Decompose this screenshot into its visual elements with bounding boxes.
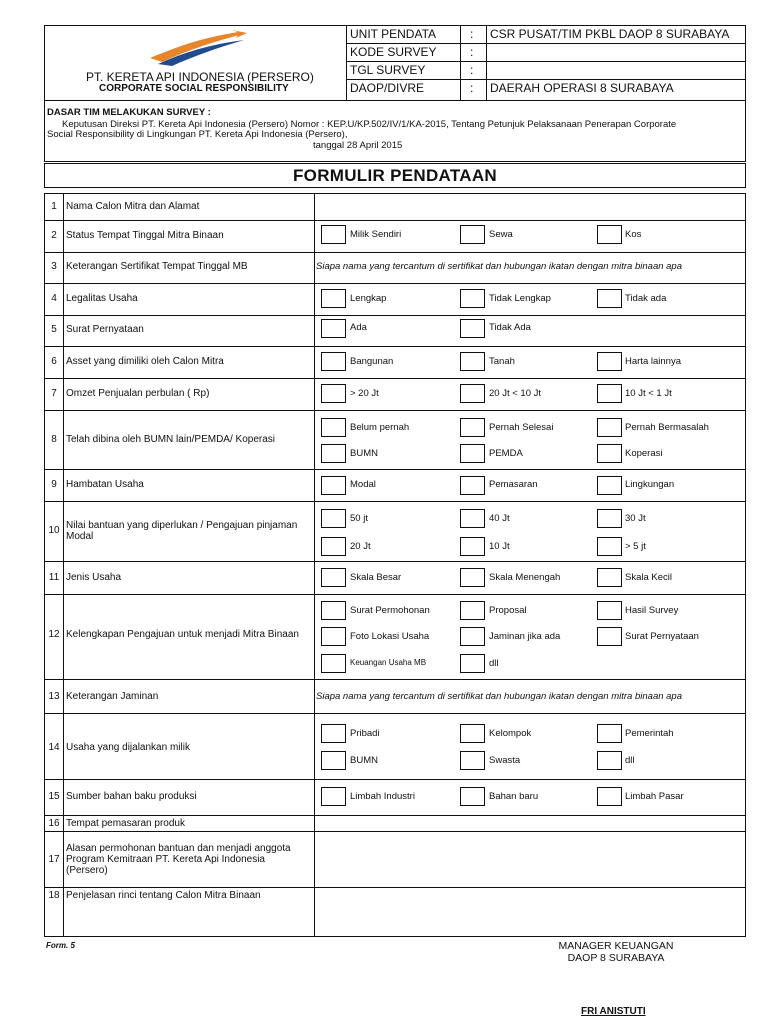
checkbox-40jt[interactable] <box>460 509 485 528</box>
row-number: 4 <box>51 293 57 304</box>
row-line <box>44 220 746 221</box>
header-field-sep: : <box>470 81 474 95</box>
option-label: Ada <box>350 322 367 333</box>
row-label: Usaha yang dijalankan milik <box>66 742 190 753</box>
option-label: 50 jt <box>350 513 368 524</box>
checkbox-bangunan[interactable] <box>321 352 346 371</box>
row-label: Kelengkapan Pengajuan untuk menjadi Mitra Binaan <box>66 629 299 640</box>
checkbox-50jt[interactable] <box>321 509 346 528</box>
row-label: Program Kemitraan PT. Kereta Api Indonesia <box>66 854 265 865</box>
option-label: Modal <box>350 479 376 490</box>
checkbox-tidak-ada-surat[interactable] <box>460 319 485 338</box>
checkbox-swasta[interactable] <box>460 751 485 770</box>
checkbox-limbah-pasar[interactable] <box>597 787 622 806</box>
option-label: Swasta <box>489 755 521 766</box>
header-field-value[interactable]: DAERAH OPERASI 8 SURABAYA <box>490 81 674 95</box>
form-title: FORMULIR PENDATAAN <box>292 166 498 185</box>
kai-logo <box>148 28 248 68</box>
option-label: Skala Menengah <box>489 572 561 583</box>
row-line <box>44 315 746 316</box>
basis-title: DASAR TIM MELAKUKAN SURVEY : <box>47 107 211 118</box>
row-line <box>44 679 746 680</box>
row-line <box>44 831 746 832</box>
option-label: 10 Jt < 1 Jt <box>625 388 672 399</box>
row-number: 10 <box>48 525 60 536</box>
option-label: Lingkungan <box>625 479 675 490</box>
row-number: 15 <box>48 791 60 802</box>
checkbox-harta-lainnya[interactable] <box>597 352 622 371</box>
row-label: Hambatan Usaha <box>66 479 144 490</box>
company-name: PT. KERETA API INDONESIA (PERSERO) <box>86 70 314 84</box>
row-line <box>44 713 746 714</box>
row-line <box>44 779 746 780</box>
checkbox-surat-pernyataan[interactable] <box>597 627 622 646</box>
checkbox-pernah-selesai[interactable] <box>460 418 485 437</box>
row-number: 16 <box>48 818 60 829</box>
checkbox-jaminan[interactable] <box>460 627 485 646</box>
option-label: Proposal <box>489 605 527 616</box>
col-line-no <box>63 193 64 937</box>
row-number: 3 <box>51 261 57 272</box>
option-label: Milik Sendiri <box>350 229 402 240</box>
row-line <box>44 410 746 411</box>
row-line <box>44 561 746 562</box>
checkbox-10jt[interactable] <box>460 537 485 556</box>
row-label: Telah dibina oleh BUMN lain/PEMDA/ Koperasi <box>66 434 275 445</box>
header-sep-col-left <box>460 25 461 101</box>
row-line <box>44 469 746 470</box>
checkbox-bumn-owner[interactable] <box>321 751 346 770</box>
header-field-label: UNIT PENDATA <box>350 27 437 41</box>
row-label: Asset yang dimiliki oleh Calon Mitra <box>66 356 224 367</box>
header-field-value[interactable]: CSR PUSAT/TIM PKBL DAOP 8 SURABAYA <box>490 27 730 41</box>
row-label: Sumber bahan baku produksi <box>66 791 197 802</box>
row-label: Jenis Usaha <box>66 572 122 583</box>
checkbox-lingkungan[interactable] <box>597 476 622 495</box>
option-label: Lengkap <box>350 293 387 304</box>
row-label: Omzet Penjualan perbulan ( Rp) <box>66 388 210 399</box>
option-label: dll <box>489 658 499 669</box>
checkbox-kelompok[interactable] <box>460 724 485 743</box>
checkbox-milik-sendiri[interactable] <box>321 225 346 244</box>
checkbox-pemda[interactable] <box>460 444 485 463</box>
row-number: 11 <box>48 572 60 583</box>
header-divider <box>346 25 347 101</box>
header-field-sep: : <box>470 45 474 59</box>
option-label: Koperasi <box>625 448 663 459</box>
checkbox-sewa[interactable] <box>460 225 485 244</box>
option-label: Bangunan <box>350 356 394 367</box>
row-label: Keterangan Jaminan <box>66 691 159 702</box>
basis-date: tanggal 28 April 2015 <box>313 140 403 151</box>
header-row-line <box>346 43 746 44</box>
checkbox-omzet-20-10jt[interactable] <box>460 384 485 403</box>
option-label: Tidak ada <box>625 293 667 304</box>
option-label: > 20 Jt <box>350 388 379 399</box>
checkbox-skala-kecil[interactable] <box>597 568 622 587</box>
option-label: BUMN <box>350 755 378 766</box>
option-label: Bahan baru <box>489 791 539 802</box>
signer-title: MANAGER KEUANGAN <box>558 940 674 952</box>
row-line <box>44 252 746 253</box>
checkbox-keuangan-usaha[interactable] <box>321 654 346 673</box>
checkbox-lengkap[interactable] <box>321 289 346 308</box>
option-label: 20 Jt < 10 Jt <box>489 388 542 399</box>
checkbox-skala-besar[interactable] <box>321 568 346 587</box>
row-label: Surat Pernyataan <box>66 324 144 335</box>
option-label: Sewa <box>489 229 513 240</box>
option-label: Hasil Survey <box>625 605 679 616</box>
header-field-sep: : <box>470 63 474 77</box>
checkbox-dll-owner[interactable] <box>597 751 622 770</box>
checkbox-surat-permohonan[interactable] <box>321 601 346 620</box>
option-label: Limbah Industri <box>350 791 415 802</box>
checkbox-20jt[interactable] <box>321 537 346 556</box>
header-row-line <box>346 79 746 80</box>
row-label: Modal <box>66 531 94 542</box>
row-line <box>44 815 746 816</box>
row-label: Tempat pemasaran produk <box>66 818 185 829</box>
row-number: 5 <box>51 324 57 335</box>
checkbox-5jt[interactable] <box>597 537 622 556</box>
row-label: Keterangan Sertifikat Tempat Tinggal MB <box>66 261 248 272</box>
row-label: Status Tempat Tinggal Mitra Binaan <box>66 230 224 241</box>
basis-line2: Social Responsibility di Lingkungan PT. Kereta Api Indonesia (Persero), <box>47 129 348 140</box>
header-field-label: DAOP/DIVRE <box>350 81 425 95</box>
checkbox-tidak-lengkap[interactable] <box>460 289 485 308</box>
option-label: Jaminan jika ada <box>489 631 561 642</box>
row-label: Alasan permohonan bantuan dan menjadi anggota <box>66 843 291 854</box>
option-label: 20 Jt <box>350 541 371 552</box>
row-line <box>44 283 746 284</box>
option-label: Belum pernah <box>350 422 410 433</box>
row-line <box>44 501 746 502</box>
row-line <box>44 378 746 379</box>
option-label: Pernah Bermasalah <box>625 422 709 433</box>
header-field-sep: : <box>470 27 474 41</box>
row-note: Siapa nama yang tercantum di sertifikat dan hubungan ikatan dengan mitra binaan apa <box>316 691 682 702</box>
row-number: 9 <box>51 479 57 490</box>
checkbox-bahan-baru[interactable] <box>460 787 485 806</box>
checkbox-proposal[interactable] <box>460 601 485 620</box>
row-number: 12 <box>48 629 60 640</box>
option-label: dll <box>625 755 635 766</box>
option-label: Skala Besar <box>350 572 402 583</box>
row-note: Siapa nama yang tercantum di sertifikat dan hubungan ikatan dengan mitra binaan apa <box>316 261 682 272</box>
checkbox-ada[interactable] <box>321 319 346 338</box>
option-label: 10 Jt <box>489 541 510 552</box>
checkbox-bumn[interactable] <box>321 444 346 463</box>
row-line <box>44 887 746 888</box>
checkbox-pernah-bermasalah[interactable] <box>597 418 622 437</box>
checkbox-30jt[interactable] <box>597 509 622 528</box>
row-number: 18 <box>48 890 60 901</box>
checkbox-pemasaran[interactable] <box>460 476 485 495</box>
checkbox-limbah-industri[interactable] <box>321 787 346 806</box>
checkbox-foto-lokasi[interactable] <box>321 627 346 646</box>
option-label: Pernah Selesai <box>489 422 554 433</box>
checkbox-koperasi[interactable] <box>597 444 622 463</box>
row-number: 14 <box>48 742 60 753</box>
option-label: Surat Pernyataan <box>625 631 699 642</box>
option-label: Harta lainnya <box>625 356 681 367</box>
row-label: (Persero) <box>66 865 108 876</box>
row-number: 1 <box>51 201 57 212</box>
option-label: PEMDA <box>489 448 523 459</box>
option-label: Pemasaran <box>489 479 538 490</box>
option-label: Foto Lokasi Usaha <box>350 631 430 642</box>
option-label: 30 Jt <box>625 513 646 524</box>
checkbox-tidak-ada[interactable] <box>597 289 622 308</box>
row-number: 2 <box>51 230 57 241</box>
row-number: 8 <box>51 434 57 445</box>
row-line <box>44 594 746 595</box>
option-label: Keuangan Usaha MB <box>350 658 427 667</box>
row-number: 17 <box>48 854 60 865</box>
option-label: Tidak Ada <box>489 322 531 333</box>
option-label: Surat Permohonan <box>350 605 430 616</box>
option-label: Tidak Lengkap <box>489 293 551 304</box>
checkbox-belum-pernah[interactable] <box>321 418 346 437</box>
option-label: Pribadi <box>350 728 380 739</box>
checkbox-pemerintah[interactable] <box>597 724 622 743</box>
option-label: Limbah Pasar <box>625 791 684 802</box>
option-label: Tanah <box>489 356 515 367</box>
option-label: Pemerintah <box>625 728 674 739</box>
row-number: 7 <box>51 388 57 399</box>
row-number: 13 <box>48 691 60 702</box>
header-sep-col-right <box>486 25 487 101</box>
option-label: Kelompok <box>489 728 532 739</box>
option-label: Kos <box>625 229 642 240</box>
header-row-line <box>346 61 746 62</box>
option-label: > 5 jt <box>625 541 646 552</box>
row-label: Nama Calon Mitra dan Alamat <box>66 201 200 212</box>
option-label: 40 Jt <box>489 513 510 524</box>
checkbox-omzet-20jt[interactable] <box>321 384 346 403</box>
checkbox-modal[interactable] <box>321 476 346 495</box>
signer-name: FRI ANISTUTI <box>581 1006 646 1017</box>
header-field-label: KODE SURVEY <box>350 45 437 59</box>
col-line-answer <box>314 193 315 937</box>
checkbox-kos[interactable] <box>597 225 622 244</box>
row-line <box>44 346 746 347</box>
checkbox-skala-menengah[interactable] <box>460 568 485 587</box>
header-field-label: TGL SURVEY <box>350 63 426 77</box>
option-label: Skala Kecil <box>625 572 672 583</box>
checkbox-omzet-10-1jt[interactable] <box>597 384 622 403</box>
company-department: CORPORATE SOCIAL RESPONSIBILITY <box>99 83 289 94</box>
option-label: BUMN <box>350 448 378 459</box>
row-label: Penjelasan rinci tentang Calon Mitra Binaan <box>66 890 261 901</box>
row-label: Legalitas Usaha <box>66 293 138 304</box>
checkbox-tanah[interactable] <box>460 352 485 371</box>
form-number: Form. 5 <box>46 941 75 950</box>
row-number: 6 <box>51 356 57 367</box>
checkbox-dll[interactable] <box>460 654 485 673</box>
row-label: Nilai bantuan yang diperlukan / Pengajuan pinjaman <box>66 520 298 531</box>
signer-office: DAOP 8 SURABAYA <box>567 952 665 964</box>
basis-line1: Keputusan Direksi PT. Kereta Api Indonesia (Persero) Nomor : KEP.U/KP.502/IV/1/KA-2015, Tentang Petunjuk Pelaksanaan Penerapan Corporate <box>62 119 677 130</box>
checkbox-pribadi[interactable] <box>321 724 346 743</box>
checkbox-hasil-survey[interactable] <box>597 601 622 620</box>
